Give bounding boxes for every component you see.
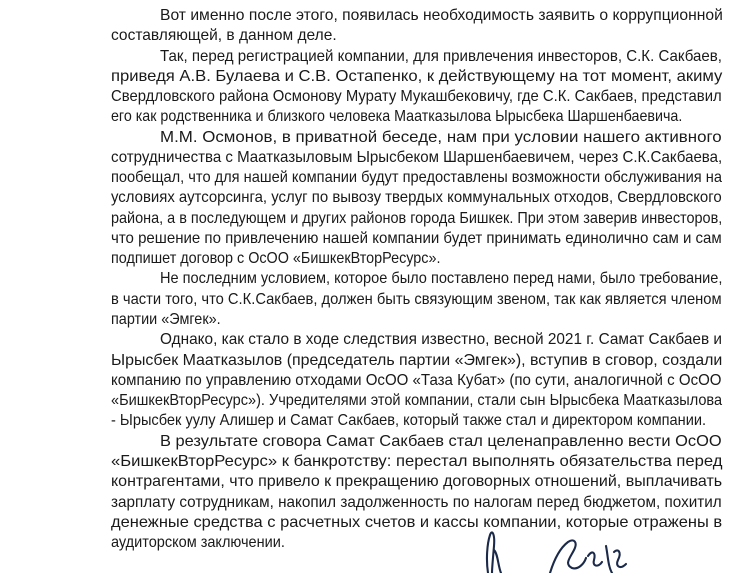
text-line: подпишет договор с ОсОО «БишкекВторРесурс». [111, 250, 441, 267]
text-line: контрагентами, что привело к прекращению договорных отношений, выплачивать [111, 473, 723, 490]
text-line: Свердловского района Осмонову Мурату Мукашбековичу, где С.К. Сакбаев, представил [111, 88, 722, 105]
text-line: его как родственника и близкого человека Маатказылова Ырысбека Шаршенбаевича. [111, 108, 683, 125]
text-line: что решение по привлечению нашей компании будет принимать единолично сам и сам [111, 230, 722, 247]
text-line: сотрудничества с Маатказыловым Ырысбеком Шаршенбаевичем, через С.К.Сакбаева, [111, 149, 723, 166]
text-line: Однако, как стало в ходе следствия известно, весной 2021 г. Самат Сакбаев и [160, 331, 722, 348]
text-line: зарплату сотрудникам, накопил задолженность по налогам перед бюджетом, похитил [111, 494, 722, 511]
text-line: партии «Эмгек». [111, 311, 221, 328]
text-line: приведя А.В. Булаева и С.В. Остапенко, к действующему на тот момент, акиму [111, 68, 723, 85]
text-line: М.М. Осмонов, в приватной беседе, нам при условии нашего активного [160, 129, 722, 146]
text-line: В результате сговора Самат Сакбаев стал целенаправленно вести ОсОО [160, 433, 722, 450]
text-line: аудиторском заключении. [111, 534, 285, 551]
text-line: «БишкекВторРесурс» к банкротству: перестал выполнять обязательства перед [111, 453, 723, 470]
text-line: Ырысбек Маатказылов (председатель партии «Эмгек»), вступив в сговор, создали [111, 352, 723, 369]
text-line: компанию по управлению отходами ОсОО «Таза Кубат» (по сути, аналогичной с ОсОО [111, 372, 722, 389]
text-line: района, а в последующем и других районов города Бишкек. При этом заверив инвесторов, [111, 210, 723, 227]
text-line: условиях аутсорсинга, услуг по вывозу твердых коммунальных отходов, Свердловского [111, 189, 722, 206]
text-line: - Ырысбек уулу Алишер и Самат Сакбаев, который также стал и директором компании. [111, 412, 707, 429]
text-line: Вот именно после этого, появилась необходимость заявить о коррупционной [160, 7, 723, 24]
text-line: в части того, что С.К.Сакбаев, должен быть связующим звеном, так как является членом [111, 291, 722, 308]
text-line: «БишкекВторРесурс»). Учредителями этой компании, стали сын Ырысбека Маатказылова [111, 392, 723, 409]
text-line: Не последним условием, которое было поставлено перед нами, было требование, [160, 270, 723, 287]
text-line: пообещал, что для нашей компании будут предоставлены возможности обслуживания на [111, 169, 722, 186]
handwritten-signature [468, 530, 648, 573]
text-line: составляющей, в данном деле. [111, 27, 337, 44]
text-line: Так, перед регистрацией компании, для привлечения инвесторов, С.К. Сакбаев, [160, 48, 722, 65]
text-line: денежные средства с расчетных счетов и кассы компании, которые отражены в [111, 514, 723, 531]
